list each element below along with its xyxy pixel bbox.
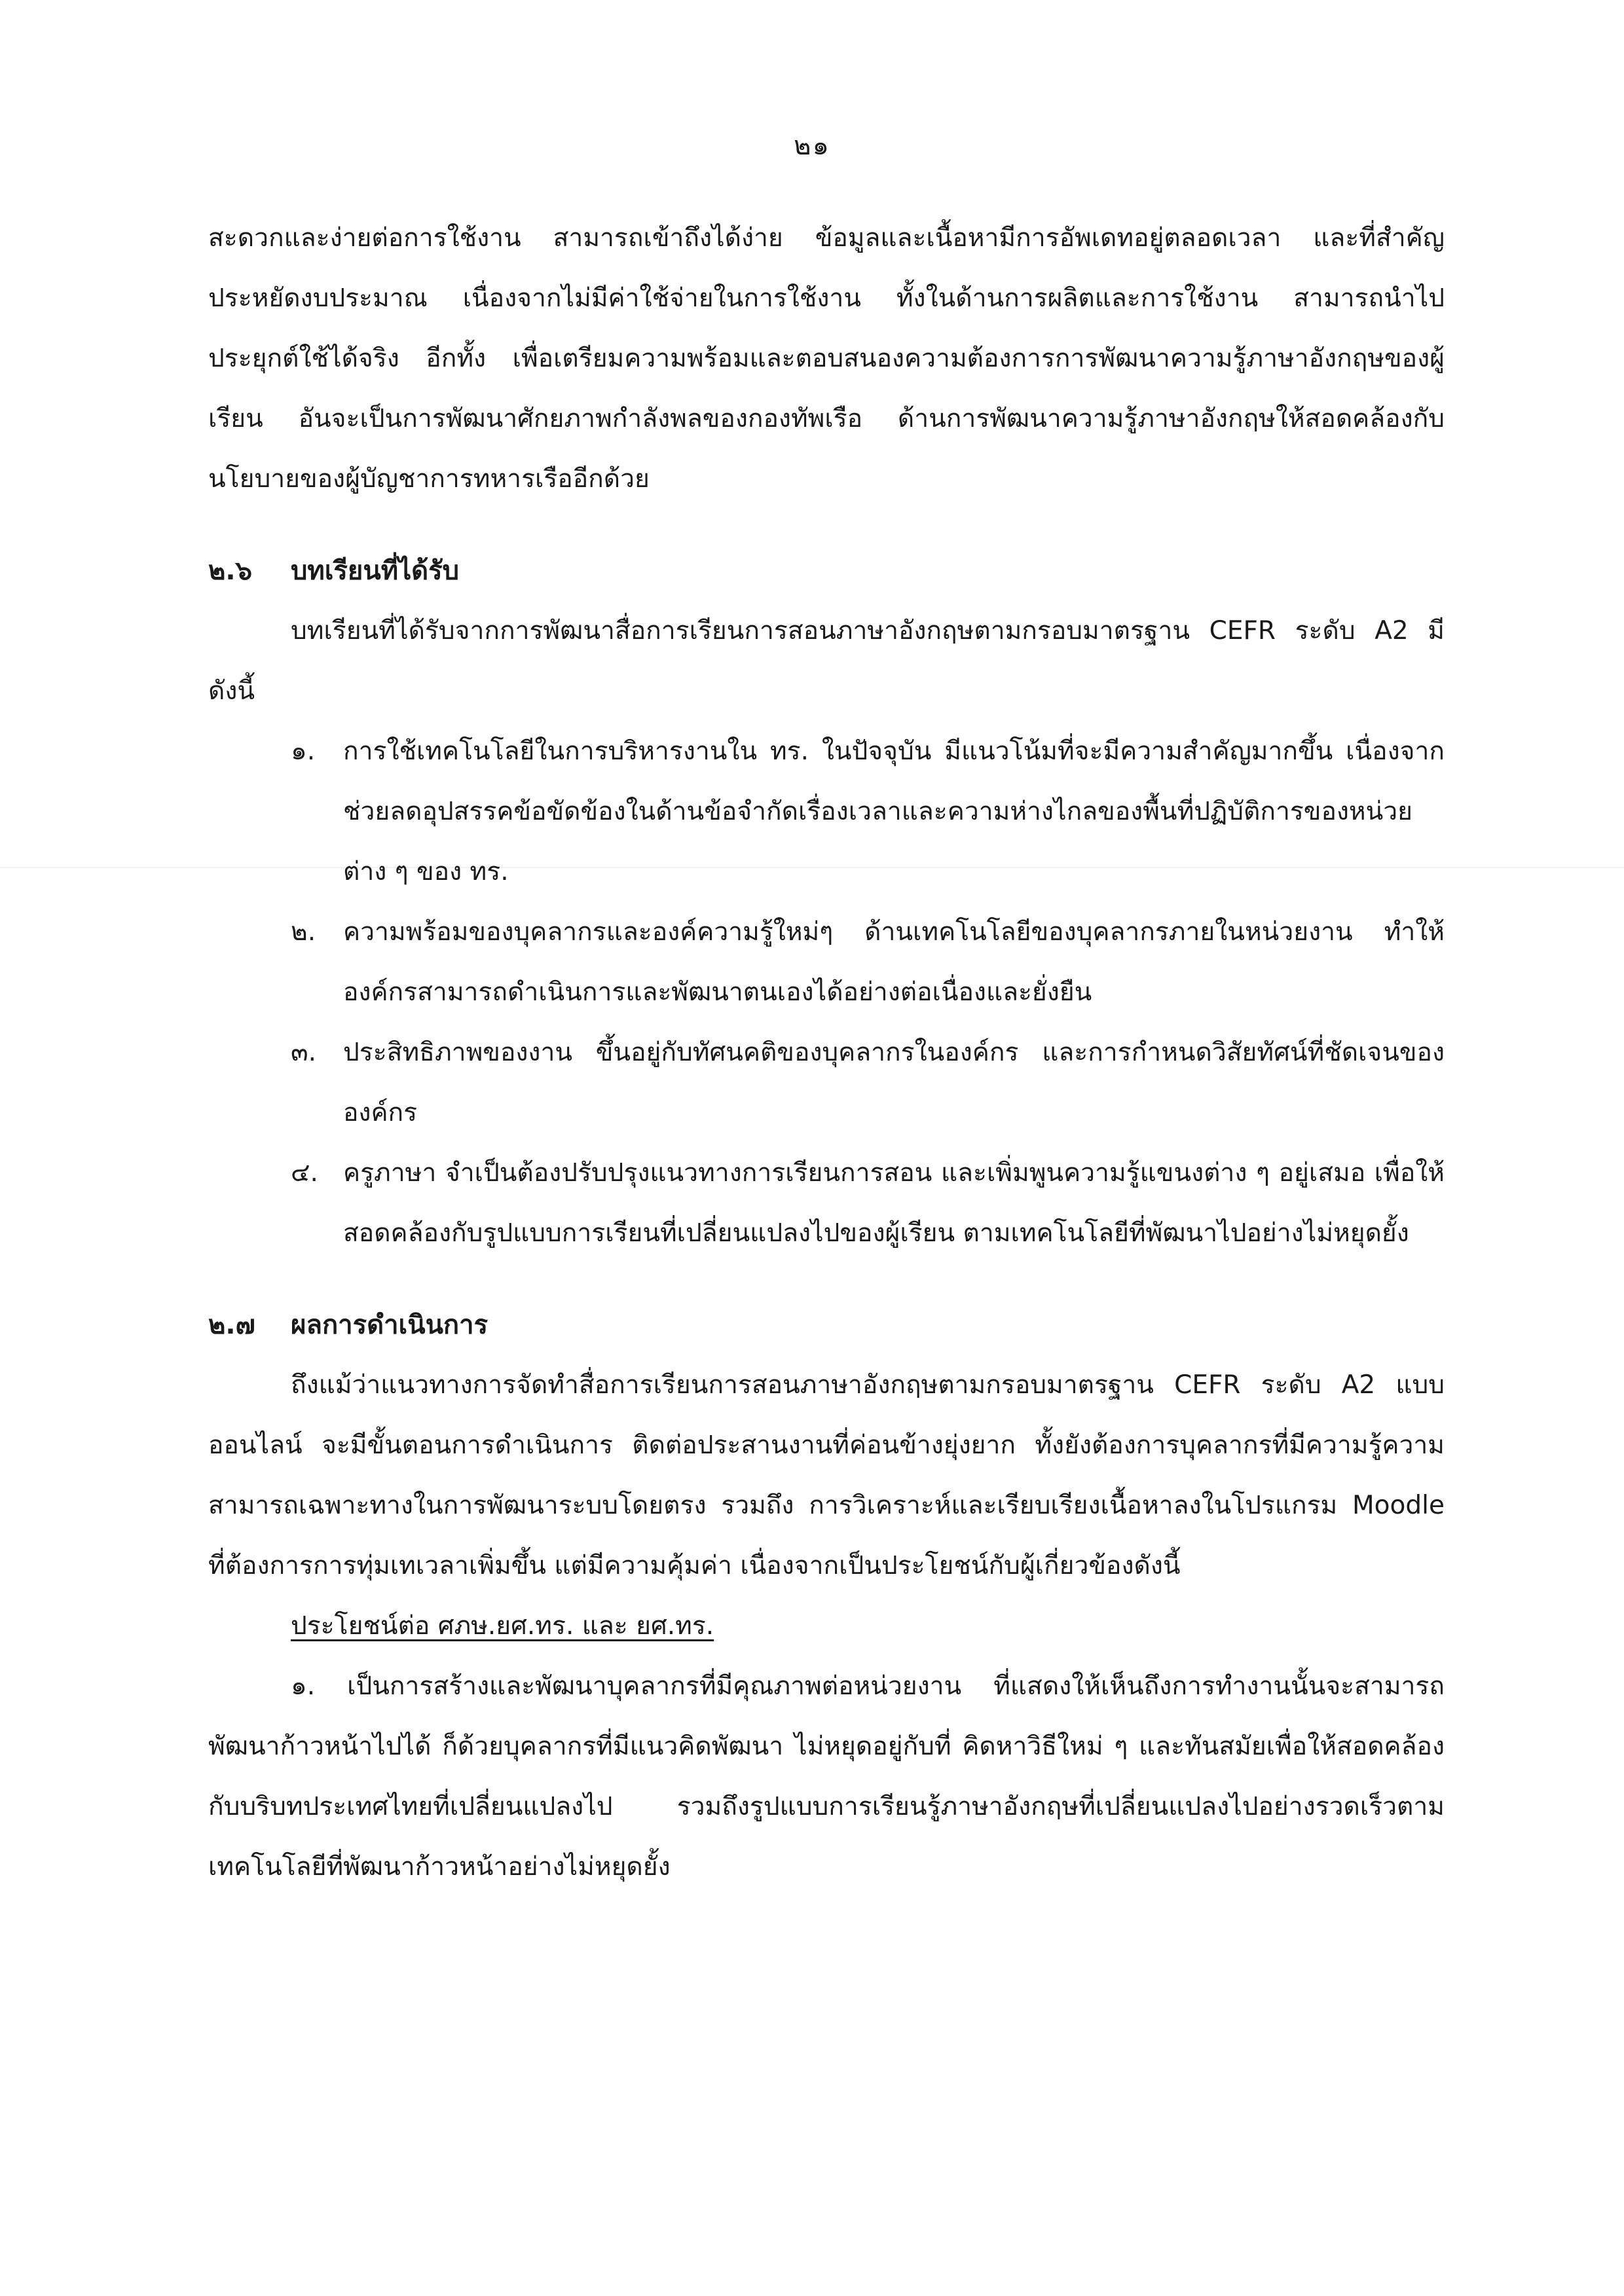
list-item: [208, 902, 1445, 1023]
list-item-text: ประสิทธิภาพของงาน ขึ้นอยู่กับทัศนคติของบุคลากรในองค์กร และการกำหนดวิสัยทัศน์ที่ชัดเจนขององค์กร: [343, 1038, 1445, 1127]
list-item: [208, 1023, 1445, 1143]
list-item: [208, 1143, 1445, 1264]
list-item-text: การใช้เทคโนโลยีในการบริหารงานใน ทร. ในปัจจุบัน มีแนวโน้มที่จะมีความสำคัญมากขึ้น เนื่องจากช่วยลดอุปสรรคข้อขัดข้องในด้านข้อจำกัดเรื่องเวลาและความห่างไกลของพื้นที่ปฏิบัติการของหน่วยต่าง ๆ ของ ทร.: [343, 737, 1445, 886]
section-title: บทเรียนที่ได้รับ: [291, 556, 460, 586]
section-heading-2-6: [208, 541, 1445, 601]
list-marker: ๔.: [291, 1158, 318, 1188]
list-marker: ๓.: [291, 1038, 317, 1067]
page-body: [208, 208, 1445, 1897]
list-marker: ๑.: [291, 737, 316, 766]
section-2-7-lead: ถึงแม้ว่าแนวทางการจัดทำสื่อการเรียนการสอนภาษาอังกฤษตามกรอบมาตรฐาน CEFR ระดับ A2 แบบออนไลน์ จะมีขั้นตอนการดำเนินการ ติดต่อประสานงานที่ค่อนข้างยุ่งยาก ทั้งยังต้องการบุคลากรที่มีความรู้ความสามารถเฉพาะทางในการพัฒนาระบบโดยตรง รวมถึง การวิเคราะห์และเรียบเรียงเนื้อหาลงในโปรแกรม Moodle ที่ต้องการการทุ่มเทเวลาเพิ่มขึ้น แต่มีความคุ้มค่า เนื่องจากเป็นประโยชน์กับผู้เกี่ยวข้องดังนี้: [208, 1370, 1445, 1580]
list-marker: ๒.: [291, 917, 316, 947]
page-number: ๒๑: [794, 131, 830, 161]
intro-paragraph: สะดวกและง่ายต่อการใช้งาน สามารถเข้าถึงได้ง่าย ข้อมูลและเนื้อหามีการอัพเดทอยู่ตลอดเวลา และที่สำคัญประหยัดงบประมาณ เนื่องจากไม่มีค่าใช้จ่ายในการใช้งาน ทั้งในด้านการผลิตและการใช้งาน สามารถนำไปประยุกต์ใช้ได้จริง อีกทั้ง เพื่อเตรียมความพร้อมและตอบสนองความต้องการการพัฒนาความรู้ภาษาอังกฤษของผู้เรียน อันจะเป็นการพัฒนาศักยภาพกำลังพลของกองทัพเรือ ด้านการพัฒนาความรู้ภาษาอังกฤษให้สอดคล้องกับนโยบายของผู้บัญชาการทหารเรืออีกด้วย: [208, 223, 1445, 494]
benefit-heading: [208, 1596, 1445, 1656]
section-2-6-lead: บทเรียนที่ได้รับจากการพัฒนาสื่อการเรียนการสอนภาษาอังกฤษตามกรอบมาตรฐาน CEFR ระดับ A2 มีดังนี้: [208, 616, 1445, 706]
section-number: ๒.๖: [208, 556, 252, 586]
benefit-heading-text: ประโยชน์ต่อ ศภษ.ยศ.ทร. และ ยศ.ทร.: [291, 1611, 714, 1641]
section-heading-2-7: [208, 1295, 1445, 1355]
list-item: [208, 721, 1445, 902]
section-title: ผลการดำเนินการ: [291, 1310, 489, 1340]
section-number: ๒.๗: [208, 1310, 255, 1340]
list-item-text: ครูภาษา จำเป็นต้องปรับปรุงแนวทางการเรียนการสอน และเพิ่มพูนความรู้แขนงต่าง ๆ อยู่เสมอ เพื่อให้สอดคล้องกับรูปแบบการเรียนที่เปลี่ยนแปลงไปของผู้เรียน ตามเทคโนโลยีที่พัฒนาไปอย่างไม่หยุดยั้ง: [343, 1158, 1445, 1248]
benefit-paragraph-1: ๑. เป็นการสร้างและพัฒนาบุคลากรที่มีคุณภาพต่อหน่วยงาน ที่แสดงให้เห็นถึงการทำงานนั้นจะสามารถพัฒนาก้าวหน้าไปได้ ก็ด้วยบุคลากรที่มีแนวคิดพัฒนา ไม่หยุดอยู่กับที่ คิดหาวิธีใหม่ ๆ และทันสมัยเพื่อให้สอดคล้องกับบริบทประเทศไทยที่เปลี่ยนแปลงไป รวมถึงรูปแบบการเรียนรู้ภาษาอังกฤษที่เปลี่ยนแปลงไปอย่างรวดเร็วตามเทคโนโลยีที่พัฒนาก้าวหน้าอย่างไม่หยุดยั้ง: [208, 1671, 1445, 1882]
lessons-list: [208, 721, 1445, 1264]
list-item-text: ความพร้อมของบุคลากรและองค์ความรู้ใหม่ๆ ด้านเทคโนโลยีของบุคลากรภายในหน่วยงาน ทำให้องค์กรสามารถดำเนินการและพัฒนาตนเองได้อย่างต่อเนื่องและยั่งยืน: [343, 917, 1445, 1007]
